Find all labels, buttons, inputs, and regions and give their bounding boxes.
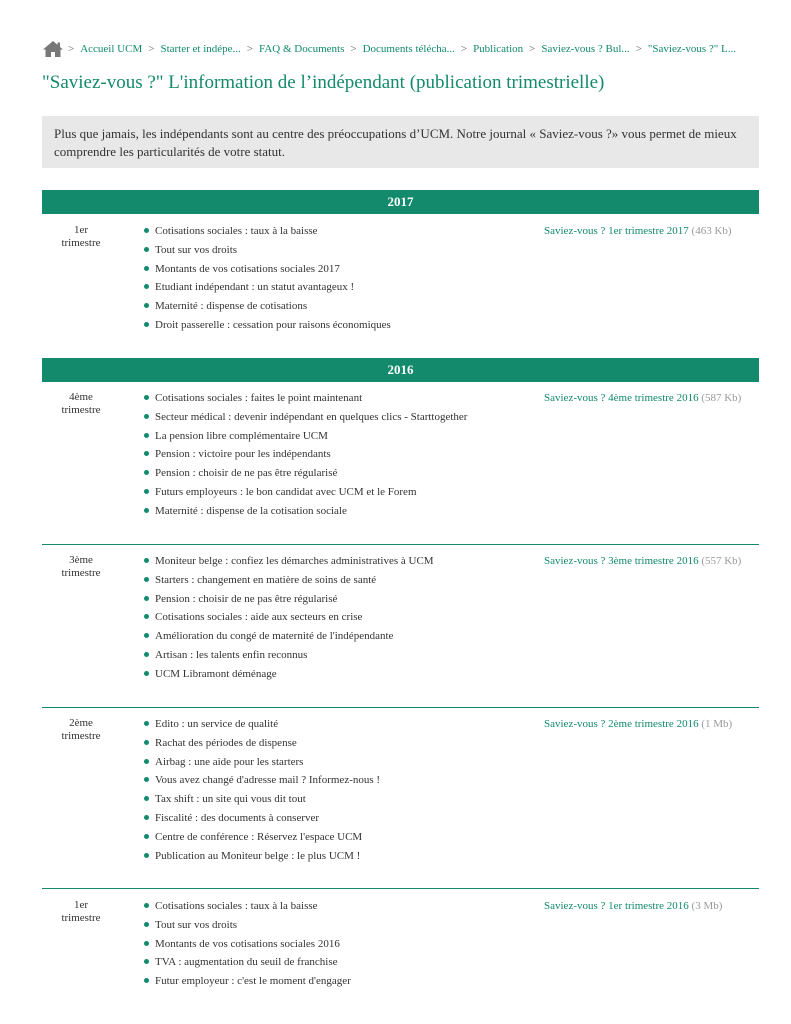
file-size: (3 Mb) xyxy=(691,900,723,912)
quarter-label xyxy=(42,224,120,250)
document-link[interactable]: Saviez-vous ? 4ème trimestre 2016 xyxy=(544,392,699,404)
document-download xyxy=(544,554,744,568)
divider xyxy=(42,544,759,545)
topic-list xyxy=(142,391,542,523)
document-link[interactable]: Saviez-vous ? 1er trimestre 2016 xyxy=(544,900,689,912)
topic-list xyxy=(142,224,542,337)
list-item: Cotisations sociales : faites le point maintenant xyxy=(142,391,542,410)
file-size: (463 Kb) xyxy=(691,225,732,237)
intro-box: Plus que jamais, les indépendants sont au centre des préoccupations d’UCM. Notre journal « Saviez-vous ?» vous permet de mieux comprendre les particularités de votre statut. xyxy=(42,116,759,168)
document-download xyxy=(544,391,744,405)
file-size: (557 Kb) xyxy=(701,555,742,567)
list-item: Moniteur belge : confiez les démarches administratives à UCM xyxy=(142,554,542,573)
quarter-label xyxy=(42,717,120,743)
breadcrumb-item-faq-documents[interactable]: FAQ & Documents xyxy=(259,43,345,55)
list-item: Pension : choisir de ne pas être régularisé xyxy=(142,592,542,611)
quarter-word: trimestre xyxy=(61,730,101,742)
breadcrumb-separator: > xyxy=(148,43,155,55)
breadcrumb-item-current[interactable]: "Saviez-vous ?" L... xyxy=(647,43,737,55)
quarter-label xyxy=(42,554,120,580)
list-item: Tout sur vos droits xyxy=(142,918,542,937)
page-title: "Saviez-vous ?" L'information de l’indépendant (publication trimestrielle) xyxy=(42,72,605,93)
breadcrumb-item-documents-telecharger[interactable]: Documents télécha... xyxy=(362,43,455,55)
document-link[interactable]: Saviez-vous ? 2ème trimestre 2016 xyxy=(544,718,699,730)
list-item: Droit passerelle : cessation pour raisons économiques xyxy=(142,318,542,337)
quarter-word: trimestre xyxy=(61,912,101,924)
list-item: Starters : changement en matière de soins de santé xyxy=(142,573,542,592)
breadcrumb-item-accueil-ucm[interactable]: Accueil UCM xyxy=(80,43,143,55)
quarter-label xyxy=(42,391,120,417)
breadcrumb-separator: > xyxy=(635,43,642,55)
year-header-2017: 2017 xyxy=(42,190,759,214)
quarter-number: 1er xyxy=(73,224,89,236)
list-item: Etudiant indépendant : un statut avantageux ! xyxy=(142,280,542,299)
list-item: Montants de vos cotisations sociales 2017 xyxy=(142,262,542,281)
breadcrumb-separator: > xyxy=(350,43,357,55)
breadcrumb-separator: > xyxy=(460,43,468,55)
quarter-number: 1er xyxy=(73,899,89,911)
list-item: UCM Libramont déménage xyxy=(142,667,542,686)
list-item: La pension libre complémentaire UCM xyxy=(142,429,542,448)
list-item: Pension : choisir de ne pas être régularisé xyxy=(142,466,542,485)
breadcrumb-item-starter[interactable]: Starter et indépe... xyxy=(160,43,241,55)
breadcrumb-item-publication[interactable]: Publication xyxy=(473,43,524,55)
breadcrumb-separator: > xyxy=(68,43,75,55)
list-item: Artisan : les talents enfin reconnus xyxy=(142,648,542,667)
document-download xyxy=(544,224,744,238)
list-item: Cotisations sociales : aide aux secteurs en crise xyxy=(142,610,542,629)
list-item: Fiscalité : des documents à conserver xyxy=(142,811,542,830)
list-item: Maternité : dispense de cotisations xyxy=(142,299,542,318)
year-header-2016: 2016 xyxy=(42,358,759,382)
list-item: Airbag : une aide pour les starters xyxy=(142,755,542,774)
topic-list xyxy=(142,899,542,993)
list-item: Rachat des périodes de dispense xyxy=(142,736,542,755)
file-size: (1 Mb) xyxy=(701,718,733,730)
file-size: (587 Kb) xyxy=(701,392,742,404)
document-link[interactable]: Saviez-vous ? 1er trimestre 2017 xyxy=(544,225,689,237)
list-item: TVA : augmentation du seuil de franchise xyxy=(142,955,542,974)
list-item: Futur employeur : c'est le moment d'engager xyxy=(142,974,542,993)
quarter-word: trimestre xyxy=(61,567,101,579)
list-item: Amélioration du congé de maternité de l'indépendante xyxy=(142,629,542,648)
breadcrumb-item-saviez-vous-bulletin[interactable]: Saviez-vous ? Bul... xyxy=(541,43,630,55)
list-item: Montants de vos cotisations sociales 2016 xyxy=(142,937,542,956)
topic-list xyxy=(142,554,542,686)
list-item: Edito : un service de qualité xyxy=(142,717,542,736)
list-item: Tax shift : un site qui vous dit tout xyxy=(142,792,542,811)
quarter-word: trimestre xyxy=(61,237,101,249)
list-item: Maternité : dispense de la cotisation sociale xyxy=(142,504,542,523)
quarter-number: 2ème xyxy=(69,717,93,729)
list-item: Pension : victoire pour les indépendants xyxy=(142,447,542,466)
list-item: Futurs employeurs : le bon candidat avec UCM et le Forem xyxy=(142,485,542,504)
list-item: Tout sur vos droits xyxy=(142,243,542,262)
document-download xyxy=(544,717,744,731)
list-item: Cotisations sociales : taux à la baisse xyxy=(142,224,542,243)
quarter-word: trimestre xyxy=(61,404,101,416)
list-item: Centre de conférence : Réservez l'espace UCM xyxy=(142,830,542,849)
breadcrumb-separator: > xyxy=(246,43,254,55)
quarter-number: 4ème xyxy=(69,391,93,403)
topic-list xyxy=(142,717,542,867)
divider xyxy=(42,707,759,708)
document-link[interactable]: Saviez-vous ? 3ème trimestre 2016 xyxy=(544,555,699,567)
document-download xyxy=(544,899,744,913)
quarter-number: 3ème xyxy=(69,554,93,566)
divider xyxy=(42,888,759,889)
list-item: Publication au Moniteur belge : le plus UCM ! xyxy=(142,849,542,868)
home-icon[interactable] xyxy=(42,40,64,58)
quarter-label xyxy=(42,899,120,925)
list-item: Secteur médical : devenir indépendant en quelques clics - Starttogether xyxy=(142,410,542,429)
list-item: Vous avez changé d'adresse mail ? Informez-nous ! xyxy=(142,773,542,792)
list-item: Cotisations sociales : taux à la baisse xyxy=(142,899,542,918)
breadcrumb xyxy=(42,40,742,58)
breadcrumb-separator: > xyxy=(529,43,536,55)
